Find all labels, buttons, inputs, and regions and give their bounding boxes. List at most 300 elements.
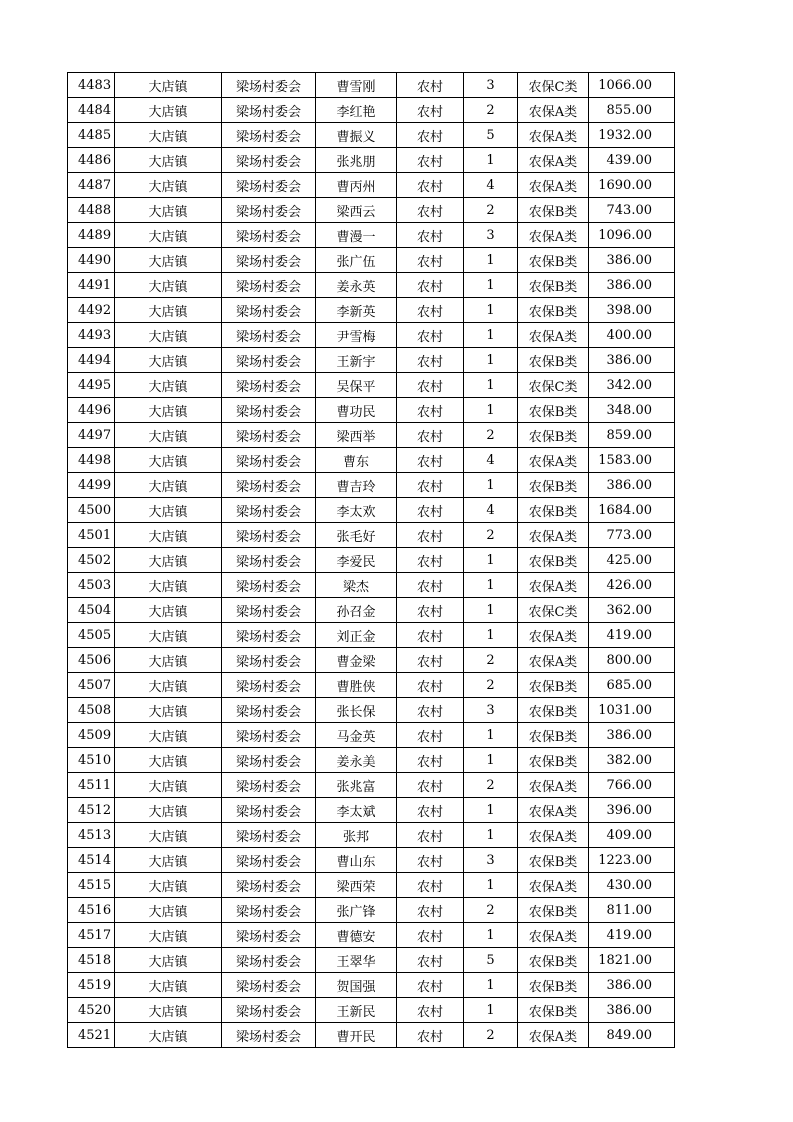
insurance-category-cell: 农保A类	[518, 573, 589, 598]
insurance-category-cell: 农保B类	[518, 948, 589, 973]
town-cell: 大店镇	[115, 198, 222, 223]
person-name-cell: 吴保平	[316, 373, 397, 398]
village-committee-cell: 梁场村委会	[222, 173, 316, 198]
area-type-cell: 农村	[397, 348, 464, 373]
row-id-cell: 4490	[68, 248, 115, 273]
person-name-cell: 李太斌	[316, 798, 397, 823]
amount-cell: 773.00	[589, 523, 675, 548]
household-count-cell: 3	[464, 698, 518, 723]
area-type-cell: 农村	[397, 773, 464, 798]
table-row	[68, 798, 675, 823]
household-count-cell: 2	[464, 98, 518, 123]
village-committee-cell: 梁场村委会	[222, 673, 316, 698]
row-id-cell: 4506	[68, 648, 115, 673]
person-name-cell: 张广伍	[316, 248, 397, 273]
insurance-category-cell: 农保B类	[518, 748, 589, 773]
amount-cell: 743.00	[589, 198, 675, 223]
amount-cell: 1223.00	[589, 848, 675, 873]
town-cell: 大店镇	[115, 948, 222, 973]
row-id-cell: 4495	[68, 373, 115, 398]
person-name-cell: 曹开民	[316, 1023, 397, 1048]
insurance-category-cell: 农保B类	[518, 673, 589, 698]
person-name-cell: 梁西荣	[316, 873, 397, 898]
amount-cell: 419.00	[589, 623, 675, 648]
area-type-cell: 农村	[397, 1023, 464, 1048]
table-row	[68, 823, 675, 848]
amount-cell: 382.00	[589, 748, 675, 773]
person-name-cell: 李爱民	[316, 548, 397, 573]
area-type-cell: 农村	[397, 323, 464, 348]
insurance-category-cell: 农保A类	[518, 323, 589, 348]
amount-cell: 439.00	[589, 148, 675, 173]
town-cell: 大店镇	[115, 73, 222, 98]
village-committee-cell: 梁场村委会	[222, 498, 316, 523]
area-type-cell: 农村	[397, 398, 464, 423]
town-cell: 大店镇	[115, 598, 222, 623]
table-row	[68, 423, 675, 448]
household-count-cell: 1	[464, 748, 518, 773]
town-cell: 大店镇	[115, 673, 222, 698]
area-type-cell: 农村	[397, 448, 464, 473]
row-id-cell: 4519	[68, 973, 115, 998]
person-name-cell: 张毛好	[316, 523, 397, 548]
table-row	[68, 698, 675, 723]
village-committee-cell: 梁场村委会	[222, 698, 316, 723]
area-type-cell: 农村	[397, 123, 464, 148]
insurance-category-cell: 农保C类	[518, 598, 589, 623]
row-id-cell: 4515	[68, 873, 115, 898]
town-cell: 大店镇	[115, 648, 222, 673]
amount-cell: 386.00	[589, 348, 675, 373]
area-type-cell: 农村	[397, 598, 464, 623]
village-committee-cell: 梁场村委会	[222, 848, 316, 873]
table-row	[68, 323, 675, 348]
insurance-category-cell: 农保A类	[518, 773, 589, 798]
household-count-cell: 1	[464, 548, 518, 573]
insurance-category-cell: 农保B类	[518, 898, 589, 923]
person-name-cell: 曹雪刚	[316, 73, 397, 98]
household-count-cell: 4	[464, 448, 518, 473]
row-id-cell: 4513	[68, 823, 115, 848]
village-committee-cell: 梁场村委会	[222, 973, 316, 998]
row-id-cell: 4505	[68, 623, 115, 648]
household-count-cell: 5	[464, 948, 518, 973]
area-type-cell: 农村	[397, 873, 464, 898]
town-cell: 大店镇	[115, 698, 222, 723]
table-row	[68, 223, 675, 248]
amount-cell: 419.00	[589, 923, 675, 948]
area-type-cell: 农村	[397, 273, 464, 298]
town-cell: 大店镇	[115, 523, 222, 548]
area-type-cell: 农村	[397, 198, 464, 223]
household-count-cell: 1	[464, 973, 518, 998]
amount-cell: 362.00	[589, 598, 675, 623]
village-committee-cell: 梁场村委会	[222, 423, 316, 448]
table-row	[68, 998, 675, 1023]
amount-cell: 386.00	[589, 973, 675, 998]
area-type-cell: 农村	[397, 973, 464, 998]
village-committee-cell: 梁场村委会	[222, 223, 316, 248]
area-type-cell: 农村	[397, 948, 464, 973]
row-id-cell: 4517	[68, 923, 115, 948]
row-id-cell: 4507	[68, 673, 115, 698]
village-committee-cell: 梁场村委会	[222, 898, 316, 923]
row-id-cell: 4512	[68, 798, 115, 823]
town-cell: 大店镇	[115, 498, 222, 523]
area-type-cell: 农村	[397, 698, 464, 723]
village-committee-cell: 梁场村委会	[222, 573, 316, 598]
amount-cell: 409.00	[589, 823, 675, 848]
household-count-cell: 1	[464, 823, 518, 848]
insurance-category-cell: 农保A类	[518, 873, 589, 898]
amount-cell: 855.00	[589, 98, 675, 123]
insurance-category-cell: 农保A类	[518, 448, 589, 473]
town-cell: 大店镇	[115, 173, 222, 198]
village-committee-cell: 梁场村委会	[222, 923, 316, 948]
row-id-cell: 4504	[68, 598, 115, 623]
household-count-cell: 4	[464, 173, 518, 198]
insurance-category-cell: 农保B类	[518, 298, 589, 323]
town-cell: 大店镇	[115, 973, 222, 998]
row-id-cell: 4500	[68, 498, 115, 523]
area-type-cell: 农村	[397, 848, 464, 873]
table-row	[68, 98, 675, 123]
village-committee-cell: 梁场村委会	[222, 398, 316, 423]
area-type-cell: 农村	[397, 223, 464, 248]
table-row	[68, 598, 675, 623]
person-name-cell: 曹胜侠	[316, 673, 397, 698]
household-count-cell: 1	[464, 273, 518, 298]
table-row	[68, 773, 675, 798]
town-cell: 大店镇	[115, 748, 222, 773]
village-committee-cell: 梁场村委会	[222, 98, 316, 123]
town-cell: 大店镇	[115, 798, 222, 823]
table-row	[68, 473, 675, 498]
row-id-cell: 4499	[68, 473, 115, 498]
village-committee-cell: 梁场村委会	[222, 148, 316, 173]
person-name-cell: 曹吉玲	[316, 473, 397, 498]
insurance-category-cell: 农保B类	[518, 698, 589, 723]
amount-cell: 396.00	[589, 798, 675, 823]
amount-cell: 1096.00	[589, 223, 675, 248]
insurance-category-cell: 农保B类	[518, 398, 589, 423]
area-type-cell: 农村	[397, 723, 464, 748]
area-type-cell: 农村	[397, 548, 464, 573]
town-cell: 大店镇	[115, 98, 222, 123]
amount-cell: 1066.00	[589, 73, 675, 98]
town-cell: 大店镇	[115, 398, 222, 423]
area-type-cell: 农村	[397, 748, 464, 773]
insurance-category-cell: 农保B类	[518, 973, 589, 998]
area-type-cell: 农村	[397, 98, 464, 123]
household-count-cell: 1	[464, 148, 518, 173]
town-cell: 大店镇	[115, 548, 222, 573]
table-row	[68, 373, 675, 398]
amount-cell: 400.00	[589, 323, 675, 348]
town-cell: 大店镇	[115, 298, 222, 323]
row-id-cell: 4501	[68, 523, 115, 548]
person-name-cell: 张广锋	[316, 898, 397, 923]
amount-cell: 1821.00	[589, 948, 675, 973]
row-id-cell: 4492	[68, 298, 115, 323]
village-committee-cell: 梁场村委会	[222, 448, 316, 473]
person-name-cell: 曹功民	[316, 398, 397, 423]
village-committee-cell: 梁场村委会	[222, 998, 316, 1023]
insurance-category-cell: 农保B类	[518, 348, 589, 373]
household-count-cell: 1	[464, 723, 518, 748]
area-type-cell: 农村	[397, 673, 464, 698]
row-id-cell: 4502	[68, 548, 115, 573]
town-cell: 大店镇	[115, 373, 222, 398]
village-committee-cell: 梁场村委会	[222, 823, 316, 848]
person-name-cell: 王翠华	[316, 948, 397, 973]
insurance-category-cell: 农保C类	[518, 373, 589, 398]
person-name-cell: 王新民	[316, 998, 397, 1023]
village-committee-cell: 梁场村委会	[222, 73, 316, 98]
amount-cell: 426.00	[589, 573, 675, 598]
amount-cell: 386.00	[589, 998, 675, 1023]
town-cell: 大店镇	[115, 823, 222, 848]
amount-cell: 386.00	[589, 473, 675, 498]
town-cell: 大店镇	[115, 273, 222, 298]
household-count-cell: 2	[464, 673, 518, 698]
household-count-cell: 2	[464, 198, 518, 223]
town-cell: 大店镇	[115, 573, 222, 598]
table-row	[68, 673, 675, 698]
row-id-cell: 4496	[68, 398, 115, 423]
insurance-category-cell: 农保A类	[518, 148, 589, 173]
village-committee-cell: 梁场村委会	[222, 523, 316, 548]
person-name-cell: 梁杰	[316, 573, 397, 598]
table-row	[68, 348, 675, 373]
row-id-cell: 4516	[68, 898, 115, 923]
town-cell: 大店镇	[115, 248, 222, 273]
village-committee-cell: 梁场村委会	[222, 798, 316, 823]
town-cell: 大店镇	[115, 473, 222, 498]
household-count-cell: 1	[464, 573, 518, 598]
household-count-cell: 4	[464, 498, 518, 523]
insurance-category-cell: 农保B类	[518, 848, 589, 873]
row-id-cell: 4483	[68, 73, 115, 98]
person-name-cell: 曹振义	[316, 123, 397, 148]
row-id-cell: 4491	[68, 273, 115, 298]
amount-cell: 1690.00	[589, 173, 675, 198]
village-committee-cell: 梁场村委会	[222, 773, 316, 798]
town-cell: 大店镇	[115, 1023, 222, 1048]
person-name-cell: 马金英	[316, 723, 397, 748]
insurance-category-cell: 农保B类	[518, 198, 589, 223]
row-id-cell: 4494	[68, 348, 115, 373]
town-cell: 大店镇	[115, 448, 222, 473]
table-row	[68, 648, 675, 673]
table-row	[68, 123, 675, 148]
table-row	[68, 748, 675, 773]
area-type-cell: 农村	[397, 823, 464, 848]
village-committee-cell: 梁场村委会	[222, 298, 316, 323]
person-name-cell: 曹漫一	[316, 223, 397, 248]
insurance-category-cell: 农保B类	[518, 473, 589, 498]
household-count-cell: 1	[464, 298, 518, 323]
town-cell: 大店镇	[115, 148, 222, 173]
person-name-cell: 张兆富	[316, 773, 397, 798]
village-committee-cell: 梁场村委会	[222, 948, 316, 973]
insurance-category-cell: 农保A类	[518, 1023, 589, 1048]
insurance-category-cell: 农保B类	[518, 498, 589, 523]
table-row	[68, 1023, 675, 1048]
insurance-category-cell: 农保B类	[518, 998, 589, 1023]
insurance-category-cell: 农保B类	[518, 548, 589, 573]
person-name-cell: 姜永英	[316, 273, 397, 298]
household-count-cell: 3	[464, 223, 518, 248]
amount-cell: 398.00	[589, 298, 675, 323]
row-id-cell: 4518	[68, 948, 115, 973]
household-count-cell: 2	[464, 648, 518, 673]
insurance-category-cell: 农保A类	[518, 623, 589, 648]
table-row	[68, 848, 675, 873]
table-row	[68, 148, 675, 173]
insurance-category-cell: 农保A类	[518, 648, 589, 673]
town-cell: 大店镇	[115, 773, 222, 798]
person-name-cell: 李红艳	[316, 98, 397, 123]
amount-cell: 348.00	[589, 398, 675, 423]
table-row	[68, 398, 675, 423]
insurance-category-cell: 农保B类	[518, 423, 589, 448]
table-row	[68, 973, 675, 998]
person-name-cell: 曹东	[316, 448, 397, 473]
household-count-cell: 1	[464, 598, 518, 623]
village-committee-cell: 梁场村委会	[222, 873, 316, 898]
table-row	[68, 948, 675, 973]
household-count-cell: 1	[464, 923, 518, 948]
insurance-category-cell: 农保C类	[518, 73, 589, 98]
table-row	[68, 273, 675, 298]
table-row	[68, 923, 675, 948]
area-type-cell: 农村	[397, 373, 464, 398]
town-cell: 大店镇	[115, 323, 222, 348]
insurance-category-cell: 农保A类	[518, 823, 589, 848]
village-committee-cell: 梁场村委会	[222, 598, 316, 623]
row-id-cell: 4493	[68, 323, 115, 348]
area-type-cell: 农村	[397, 623, 464, 648]
village-committee-cell: 梁场村委会	[222, 273, 316, 298]
amount-cell: 430.00	[589, 873, 675, 898]
row-id-cell: 4509	[68, 723, 115, 748]
household-count-cell: 1	[464, 348, 518, 373]
household-count-cell: 3	[464, 73, 518, 98]
person-name-cell: 张邦	[316, 823, 397, 848]
person-name-cell: 贺国强	[316, 973, 397, 998]
village-committee-cell: 梁场村委会	[222, 723, 316, 748]
person-name-cell: 姜永美	[316, 748, 397, 773]
town-cell: 大店镇	[115, 223, 222, 248]
village-committee-cell: 梁场村委会	[222, 348, 316, 373]
household-count-cell: 1	[464, 373, 518, 398]
town-cell: 大店镇	[115, 998, 222, 1023]
town-cell: 大店镇	[115, 848, 222, 873]
insurance-category-cell: 农保A类	[518, 173, 589, 198]
person-name-cell: 梁西云	[316, 198, 397, 223]
household-count-cell: 1	[464, 323, 518, 348]
area-type-cell: 农村	[397, 248, 464, 273]
village-committee-cell: 梁场村委会	[222, 373, 316, 398]
records-table	[67, 72, 675, 1048]
household-count-cell: 1	[464, 398, 518, 423]
village-committee-cell: 梁场村委会	[222, 1023, 316, 1048]
village-committee-cell: 梁场村委会	[222, 248, 316, 273]
table-row	[68, 498, 675, 523]
household-count-cell: 1	[464, 998, 518, 1023]
table-row	[68, 573, 675, 598]
table-row	[68, 448, 675, 473]
insurance-category-cell: 农保B类	[518, 248, 589, 273]
insurance-category-cell: 农保A类	[518, 523, 589, 548]
area-type-cell: 农村	[397, 798, 464, 823]
table-row	[68, 898, 675, 923]
insurance-category-cell: 农保A类	[518, 923, 589, 948]
row-id-cell: 4511	[68, 773, 115, 798]
household-count-cell: 5	[464, 123, 518, 148]
person-name-cell: 曹德安	[316, 923, 397, 948]
person-name-cell: 刘正金	[316, 623, 397, 648]
table-row	[68, 723, 675, 748]
village-committee-cell: 梁场村委会	[222, 198, 316, 223]
table-row	[68, 623, 675, 648]
area-type-cell: 农村	[397, 423, 464, 448]
area-type-cell: 农村	[397, 173, 464, 198]
row-id-cell: 4484	[68, 98, 115, 123]
amount-cell: 1932.00	[589, 123, 675, 148]
person-name-cell: 曹山东	[316, 848, 397, 873]
insurance-category-cell: 农保B类	[518, 723, 589, 748]
table-row	[68, 523, 675, 548]
amount-cell: 386.00	[589, 723, 675, 748]
amount-cell: 859.00	[589, 423, 675, 448]
town-cell: 大店镇	[115, 873, 222, 898]
row-id-cell: 4498	[68, 448, 115, 473]
row-id-cell: 4520	[68, 998, 115, 1023]
village-committee-cell: 梁场村委会	[222, 648, 316, 673]
amount-cell: 1031.00	[589, 698, 675, 723]
area-type-cell: 农村	[397, 998, 464, 1023]
table-row	[68, 548, 675, 573]
area-type-cell: 农村	[397, 473, 464, 498]
person-name-cell: 孙召金	[316, 598, 397, 623]
town-cell: 大店镇	[115, 898, 222, 923]
household-count-cell: 1	[464, 798, 518, 823]
person-name-cell: 曹丙州	[316, 173, 397, 198]
village-committee-cell: 梁场村委会	[222, 623, 316, 648]
household-count-cell: 1	[464, 248, 518, 273]
amount-cell: 849.00	[589, 1023, 675, 1048]
town-cell: 大店镇	[115, 123, 222, 148]
row-id-cell: 4486	[68, 148, 115, 173]
town-cell: 大店镇	[115, 423, 222, 448]
amount-cell: 800.00	[589, 648, 675, 673]
area-type-cell: 农村	[397, 923, 464, 948]
village-committee-cell: 梁场村委会	[222, 548, 316, 573]
area-type-cell: 农村	[397, 898, 464, 923]
town-cell: 大店镇	[115, 348, 222, 373]
amount-cell: 342.00	[589, 373, 675, 398]
amount-cell: 386.00	[589, 248, 675, 273]
row-id-cell: 4497	[68, 423, 115, 448]
person-name-cell: 张长保	[316, 698, 397, 723]
household-count-cell: 2	[464, 523, 518, 548]
village-committee-cell: 梁场村委会	[222, 123, 316, 148]
insurance-category-cell: 农保A类	[518, 798, 589, 823]
household-count-cell: 1	[464, 873, 518, 898]
area-type-cell: 农村	[397, 298, 464, 323]
